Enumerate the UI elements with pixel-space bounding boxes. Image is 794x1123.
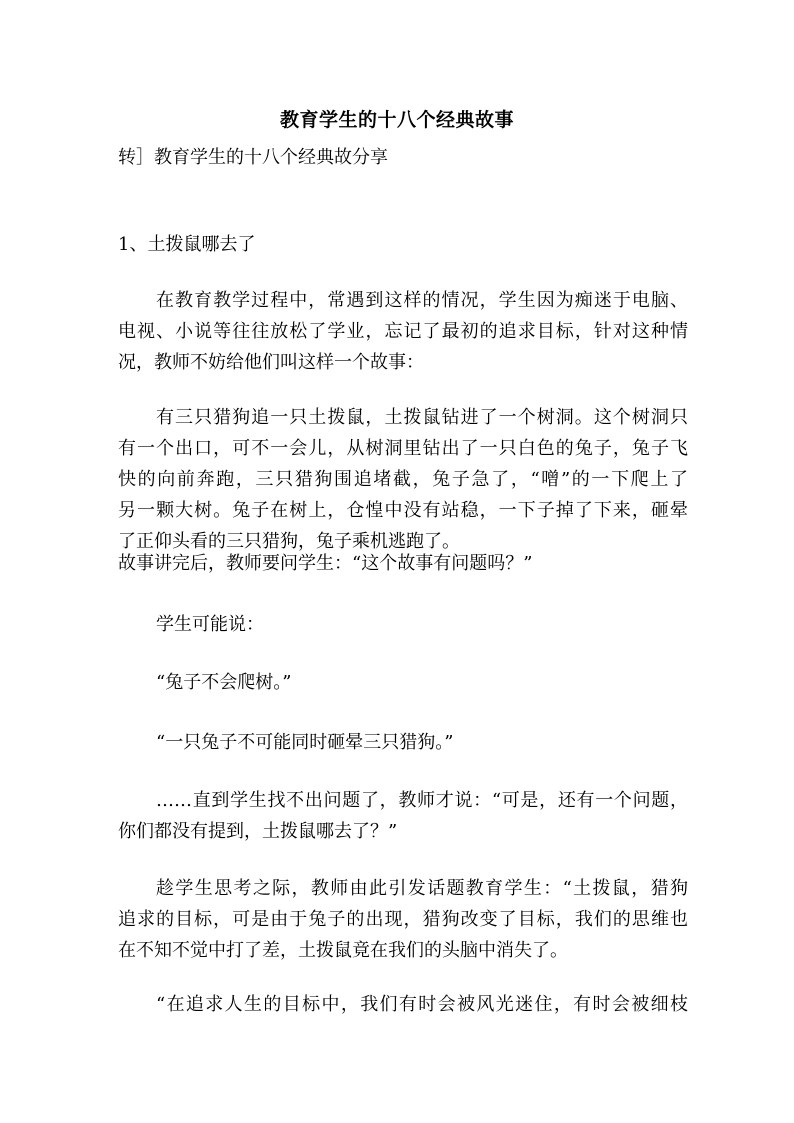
paragraph-line: 趁学生思考之际，教师由此引发话题教育学生：“土拨鼠，猎狗	[156, 878, 688, 899]
paragraph-line: 追求的目标，可是由于兔子的出现，猎狗改变了目标，我们的思维也	[118, 909, 688, 930]
paragraph-6	[118, 785, 688, 847]
paragraph-2-followup	[118, 548, 688, 579]
paragraph-line: 有一个出口，可不一会儿，从树洞里钻出了一只白色的兔子，兔子飞	[118, 438, 688, 459]
paragraph-line: “在追求人生的目标中，我们有时会被风光迷住，有时会被细枝	[156, 994, 688, 1015]
paragraph-line: “兔子不会爬树。”	[156, 672, 292, 693]
document-subtitle: 转］教育学生的十八个经典故分享	[118, 147, 388, 168]
paragraph-1	[118, 285, 688, 378]
paragraph-line: 了正仰头看的三只猎狗，兔子乘机逃跑了。	[118, 531, 460, 552]
paragraph-line: 快的向前奔跑，三只猎狗围追堵截，兔子急了，“噌”的一下爬上了	[118, 469, 688, 490]
paragraph-line: 有三只猎狗追一只土拨鼠，土拨鼠钻进了一个树洞。这个树洞只	[156, 407, 688, 428]
paragraph-line: 另一颗大树。兔子在树上，仓惶中没有站稳，一下子掉了下来，砸晕	[118, 500, 688, 521]
document-title: 教育学生的十八个经典故事	[279, 109, 514, 131]
paragraph-7	[118, 873, 688, 966]
paragraph-line: 你们都没有提到，土拨鼠哪去了？”	[118, 821, 398, 842]
paragraph-line: 电视、小说等往往放松了学业，忘记了最初的追求目标，针对这种情	[118, 321, 688, 342]
paragraph-2	[118, 402, 688, 557]
paragraph-line: 学生可能说：	[156, 614, 264, 635]
paragraph-5	[118, 727, 688, 758]
paragraph-line: ……直到学生找不出问题了，教师才说：“可是，还有一个问题，	[156, 790, 688, 811]
paragraph-8	[118, 989, 688, 1020]
paragraph-line: 在不知不觉中打了差，土拨鼠竟在我们的头脑中消失了。	[118, 940, 568, 961]
section-heading: 1、土拨鼠哪去了	[118, 234, 256, 255]
paragraph-4	[118, 667, 688, 698]
paragraph-line: “一只兔子不可能同时砸晕三只猎狗。”	[156, 732, 454, 753]
paragraph-3	[118, 609, 688, 640]
paragraph-line: 况，教师不妨给他们叫这样一个故事：	[118, 352, 424, 373]
paragraph-line: 故事讲完后，教师要问学生：“这个故事有问题吗？”	[118, 553, 533, 574]
paragraph-line: 在教育教学过程中，常遇到这样的情况，学生因为痴迷于电脑、	[156, 290, 688, 311]
